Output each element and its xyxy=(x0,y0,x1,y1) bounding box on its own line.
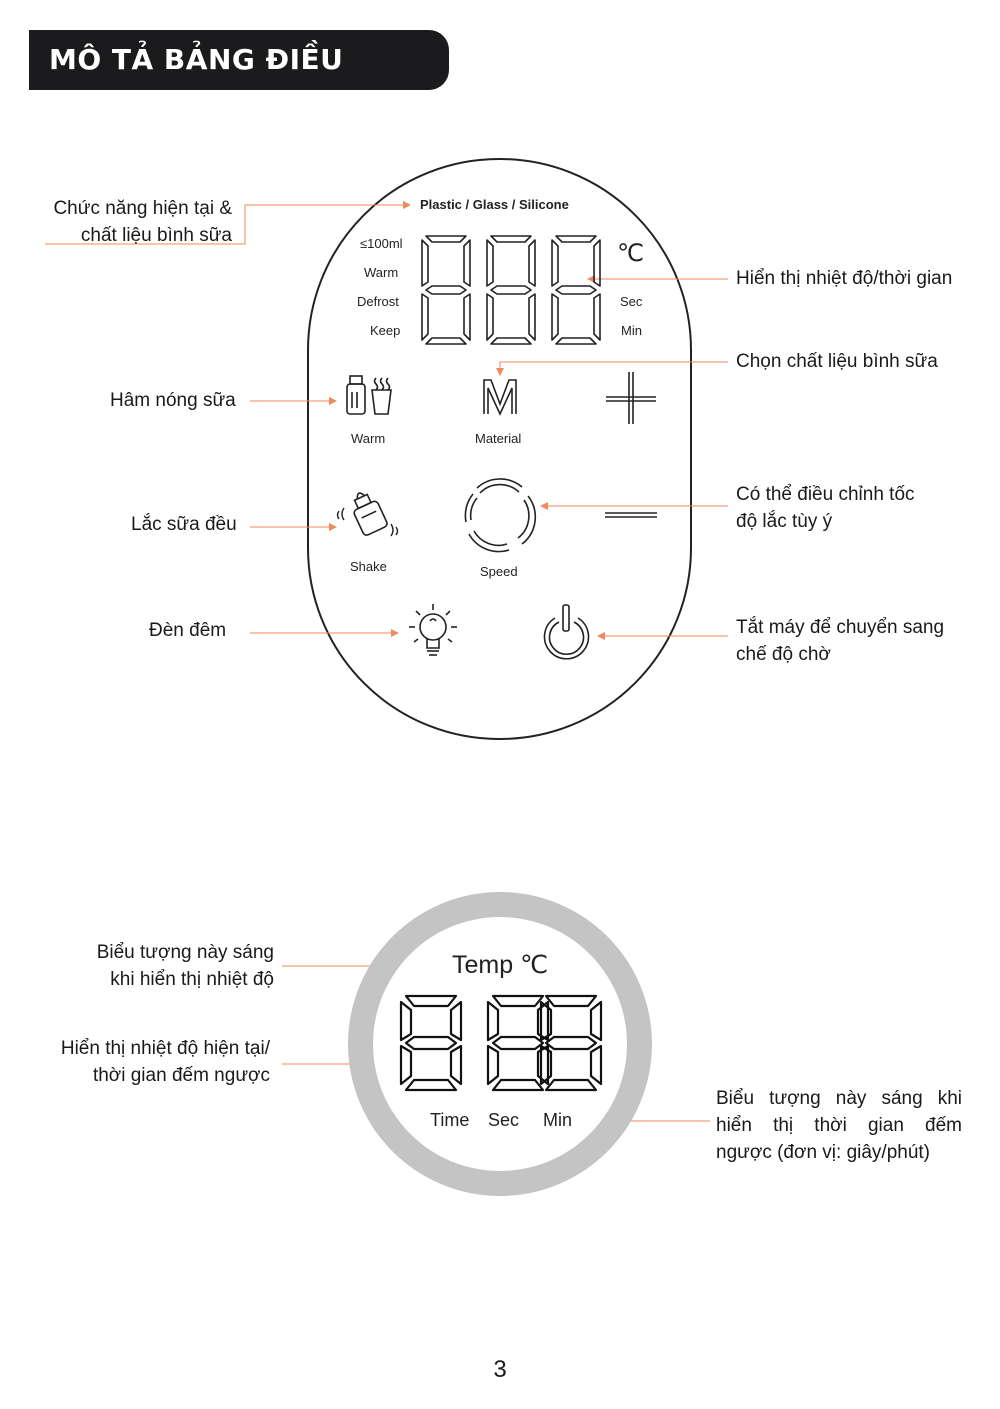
temp-indicator-label: Temp ℃ xyxy=(452,951,549,979)
minus-icon xyxy=(605,513,657,517)
speed-button-label: Speed xyxy=(480,564,518,579)
indicator-100ml: ≤100ml xyxy=(360,236,403,251)
unit-celsius: ℃ xyxy=(617,240,644,267)
callout-shake-milk: Lắc sữa đều xyxy=(131,514,237,535)
callout-temp-icon xyxy=(40,939,274,993)
callout-line: Chức năng hiện tại & xyxy=(53,198,232,219)
callout-line: chế độ chờ xyxy=(736,644,831,665)
callout-current-function xyxy=(20,195,232,249)
callout-countdown-icon xyxy=(716,1085,962,1166)
callout-line: hiển thị thời gian đếm xyxy=(716,1115,962,1136)
material-button-label: Material xyxy=(475,431,522,446)
digit-1 xyxy=(422,236,470,344)
warm-icon xyxy=(347,376,391,414)
callout-night-light: Đèn đêm xyxy=(149,620,227,641)
callout-line: Biểu tượng này sáng khi xyxy=(716,1088,962,1109)
shake-icon xyxy=(347,488,388,537)
indicator-warm: Warm xyxy=(364,265,399,280)
shake-motion-lines xyxy=(338,508,398,536)
min-indicator-label: Min xyxy=(543,1110,573,1130)
unit-min: Min xyxy=(621,323,642,338)
callout-line: thời gian đếm ngược xyxy=(92,1065,270,1086)
callout-warm-milk: Hâm nóng sữa xyxy=(110,390,236,411)
callout-line: Hiển thị nhiệt độ hiện tại/ xyxy=(60,1038,270,1059)
indicator-defrost: Defrost xyxy=(357,294,399,309)
panel-seven-segment-display xyxy=(422,236,600,344)
callout-temp-time: Hiển thị nhiệt độ/thời gian xyxy=(736,268,953,289)
callout-line: ngược (đơn vị: giây/phút) xyxy=(716,1142,931,1163)
callout-choose-material: Chọn chất liệu bình sữa xyxy=(736,351,938,372)
plus-icon xyxy=(606,372,656,424)
power-icon xyxy=(544,605,588,659)
callout-power-off xyxy=(736,614,944,668)
callout-line: Có thể điều chỉnh tốc xyxy=(736,484,915,505)
digit-2 xyxy=(487,236,535,344)
page-number: 3 xyxy=(493,1356,507,1383)
indicator-keep: Keep xyxy=(370,323,401,338)
page-title: MÔ TẢ BẢNG ĐIỀU KHIỂN xyxy=(29,30,449,90)
warm-button-label: Warm xyxy=(351,431,386,446)
unit-sec: Sec xyxy=(620,294,643,309)
sec-indicator-label: Sec xyxy=(488,1110,520,1130)
callout-line: Tắt máy để chuyển sang xyxy=(736,617,945,638)
leader-choose-material xyxy=(500,362,728,375)
callout-line: chất liệu bình sữa xyxy=(80,225,232,246)
callout-adjust-speed xyxy=(736,481,915,535)
material-options: Plastic / Glass / Silicone xyxy=(420,197,569,212)
shake-button-label: Shake xyxy=(350,559,387,574)
callout-line: khi hiển thị nhiệt độ xyxy=(110,969,274,990)
time-indicator-label: Time xyxy=(430,1110,470,1130)
material-icon xyxy=(484,380,516,414)
callout-line: Biểu tượng này sáng xyxy=(96,942,274,963)
callout-line: độ lắc tùy ý xyxy=(736,511,833,532)
speed-dial-icon xyxy=(465,479,535,552)
digit-3 xyxy=(552,236,600,344)
callout-current-temp xyxy=(20,1035,270,1089)
light-bulb-icon xyxy=(409,604,457,655)
